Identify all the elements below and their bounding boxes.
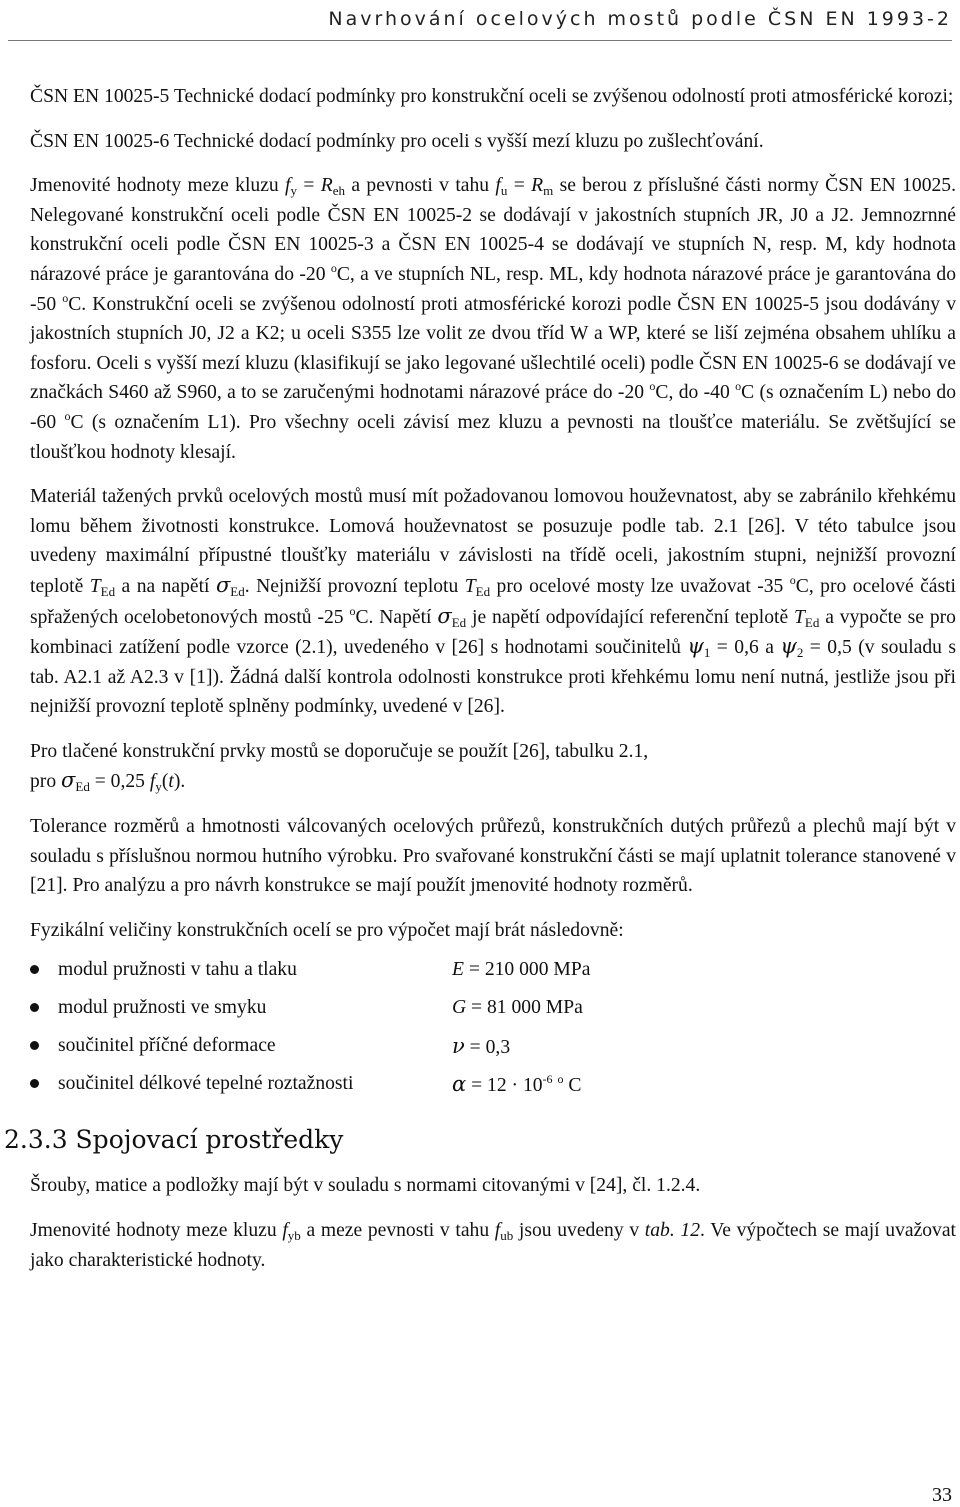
page-number: 33 [932, 1484, 952, 1506]
property-label: součinitel délkové tepelné roztažnosti [58, 1073, 354, 1095]
bullet-icon [30, 1041, 39, 1050]
paragraph-yield-strength: Jmenovité hodnoty meze kluzu $f_y = R_{eh}$ a pevnosti v tahu $f_u = R_m$ se berou z příslušné části normy ČSN EN 10025. Nelegované konstrukční oceli podle ČSN EN 10025-2 se dodávají v jakostních stupních JR, J0 a J2. Jemnozrnné konstrukční oceli podle ČSN EN 10025-3 a ČSN EN 10025-4 se dodávají ve stupních N, resp. M, kdy hodnota nárazové práce je garantována do -20 $^o$C, a ve stupních NL, resp. ML, kdy hodnota nárazové práce je garantována do -50 $^o$C. Konstrukční oceli se zvýšenou odolností proti atmosférické korozi podle ČSN EN 10025-5 jsou dodávány v jakostních stupních J0, J2 a K2; u oceli S355 lze volit ze dvou tříd W a WP, které se liší zejména obsahem uhlíku a fosforu. Oceli s vyšší mezí kluzu (klasifikují se jako legované ušlechtilé oceli) podle ČSN EN 10025-6 se dodávají ve značkách S460 až S960, a to se zaručenými hodnotami nárazové práce do -20 $^o$C, do -40 $^o$C (s označením L) nebo do -60 $^o$C (s označením L1). Pro všechny oceli závisí mez kluzu a pevnosti na tloušťce materiálu. Se zvětšující se tloušťkou hodnoty klesají. [30, 175, 957, 463]
bullet-icon [30, 1079, 39, 1088]
table-reference-link[interactable]: tab. 12 [644, 1220, 701, 1242]
property-value: G = 81 000 MPa [452, 997, 583, 1019]
paragraph-compressed-members: Pro tlačené konstrukční prvky mostů se doporučuje se použít [26], tabulku 2.1, pro $\sigma_{Ed} = 0,25$ $f_y(t)$. [30, 740, 649, 795]
paragraph-standard-10025-6: ČSN EN 10025-6 Technické dodací podmínky pro oceli s vyšší mezí kluzu po zušlechťování. [30, 130, 764, 152]
property-label: modul pružnosti v tahu a tlaku [58, 959, 297, 981]
bullet-icon [30, 1003, 39, 1012]
property-label: modul pružnosti ve smyku [58, 997, 267, 1019]
property-value: E = 210 000 MPa [452, 959, 591, 981]
property-value: ν = 0,3 [452, 1034, 511, 1059]
paragraph-fracture-toughness: Materiál tažených prvků ocelových mostů musí mít požadovanou lomovou houževnatost, aby se zabránilo křehkému lomu během životnosti konstrukce. Lomová houževnatost se posuzuje podle tab. 2.1 [26]. V této tabulce jsou uvedeny maximální přípustné tloušťky materiálu v závislosti na třídě oceli, jakostním stupni, nejnižší provozní teplotě $T_{Ed}$ a na napětí $\sigma_{Ed}$. Nejnižší provozní teplotu $T_{Ed}$ pro ocelové mosty lze uvažovat -35 $^o$C, pro ocelové části spřažených ocelobetonových mostů -25 $^o$C. Napětí $\sigma_{Ed}$ je napětí odpovídající referenční teplotě $T_{Ed}$ a vypočte se pro kombinaci zatížení podle vzorce (2.1), uvedeného v [26] s hodnotami součinitelů $\psi_1 = 0,6$ a $\psi_2 = 0,5$ (v souladu s tab. A2.1 až A2.3 v [1]). Žádná další kontrola odolnosti konstrukce proti křehkému lomu není nutná, jestliže jsou při nejnižší provozní teplotě splněny podmínky, uvedené v [26]. [30, 486, 957, 718]
running-header: Navrhování ocelových mostů podle ČSN EN 1993-2 [328, 8, 952, 30]
paragraph-tolerances: Tolerance rozměrů a hmotnosti válcovaných ocelových průřezů, konstrukčních dutých průřezů a plechů mají být v souladu s příslušnou normou hutního výrobku. Pro svařované konstrukční části se mají uplatnit tolerance stanovené v [21]. Pro analýzu a pro návrh konstrukce se mají použít jmenovité hodnoty rozměrů. [30, 816, 956, 897]
list-item [30, 1027, 956, 1065]
paragraph-physical-properties: Fyzikální veličiny konstrukčních ocelí se pro výpočet mají brát následovně: [30, 919, 624, 941]
header-rule [8, 40, 952, 41]
list-item [30, 989, 956, 1027]
paragraph-standard-10025-5: ČSN EN 10025-5 Technické dodací podmínky pro konstrukční oceli se zvýšenou odolností proti atmosférické korozi; [30, 86, 954, 107]
page-content [4, 82, 957, 1290]
property-value: $\alpha = 12 \cdot 10^{-6}$ $^o$ C [452, 1072, 582, 1097]
paragraph-bolt-strength: Jmenovité hodnoty meze kluzu $f_{yb}$ a meze pevnosti v tahu $f_{ub}$ jsou uvedeny v tab. 12. Ve výpočtech se mají uvažovat jako charakteristické hodnoty. [30, 1220, 956, 1271]
material-properties-list [30, 951, 956, 1103]
property-label: součinitel příčné deformace [58, 1035, 276, 1057]
list-item [30, 951, 956, 989]
section-heading: 2.3.3 Spojovací prostředky [4, 1125, 344, 1155]
paragraph-bolts: Šrouby, matice a podložky mají být v souladu s normami citovanými v [24], čl. 1.2.4. [30, 1175, 701, 1197]
list-item [30, 1065, 956, 1103]
bullet-icon [30, 965, 39, 974]
